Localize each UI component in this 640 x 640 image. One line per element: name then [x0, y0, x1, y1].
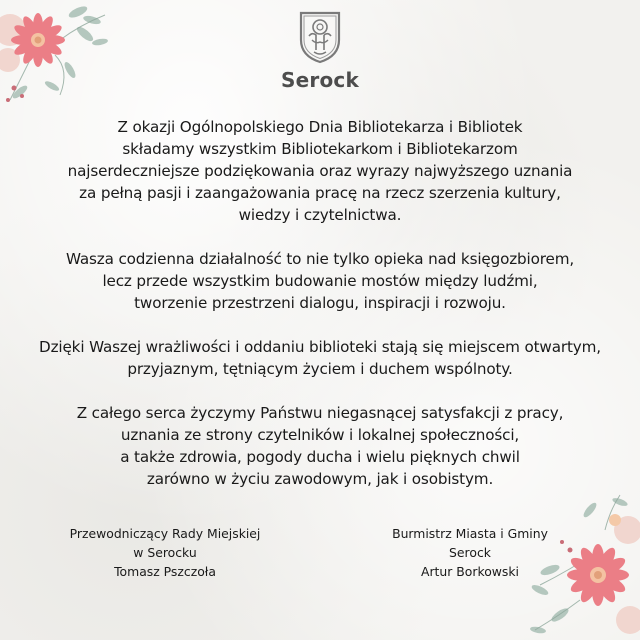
- signature-left: [40, 524, 290, 581]
- signature-place: w Serocku: [133, 545, 197, 560]
- paragraph-line: przyjaznym, tętniącym życiem i duchem wspólnoty.: [127, 360, 513, 378]
- paragraph-line: Dzięki Waszej wrażliwości i oddaniu biblioteki stają się miejscem otwartym,: [39, 338, 601, 356]
- signature-person: Tomasz Pszczoła: [114, 564, 216, 579]
- paragraph-line: wiedzy i czytelnictwa.: [238, 206, 402, 224]
- signature-title: Burmistrz Miasta i Gminy: [392, 526, 548, 541]
- signature-person: Artur Borkowski: [420, 564, 519, 579]
- paragraph-line: Z okazji Ogólnopolskiego Dnia Bibliotekarza i Bibliotek: [117, 118, 523, 136]
- signature-place: Serock: [449, 545, 491, 560]
- paragraph-4: [0, 402, 640, 490]
- paragraph-line: lecz przede wszystkim budowanie mostów między ludźmi,: [102, 272, 538, 290]
- greeting-text: [0, 116, 640, 512]
- paragraph-line: a także zdrowia, pogody ducha i wielu pięknych chwil: [120, 448, 520, 466]
- paragraph-line: za pełną pasji i zaangażowania pracę na rzecz szerzenia kultury,: [79, 184, 561, 202]
- serock-logo: [0, 10, 640, 92]
- serock-coat-of-arms-icon: [298, 10, 342, 64]
- paragraph-line: Z całego serca życzymy Państwu niegasnącej satysfakcji z pracy,: [76, 404, 564, 422]
- paragraph-line: Wasza codzienna działalność to nie tylko opieka nad księgozbiorem,: [65, 250, 575, 268]
- paragraph-line: zarówno w życiu zawodowym, jak i osobistym.: [146, 470, 494, 488]
- signature-title: Przewodniczący Rady Miejskiej: [69, 526, 261, 541]
- paragraph-line: tworzenie przestrzeni dialogu, inspiracji i rozwoju.: [134, 294, 506, 312]
- paragraph-line: uznania ze strony czytelników i lokalnej społeczności,: [120, 426, 520, 444]
- paragraph-line: najserdeczniejsze podziękowania oraz wyrazy najwyższego uznania: [67, 162, 573, 180]
- paragraph-3: [0, 336, 640, 380]
- logo-text: Serock: [281, 68, 359, 92]
- signature-right: [345, 524, 595, 581]
- paragraph-line: składamy wszystkim Bibliotekarkom i Bibliotekarzom: [122, 140, 518, 158]
- paragraph-2: [0, 248, 640, 314]
- paragraph-1: [0, 116, 640, 226]
